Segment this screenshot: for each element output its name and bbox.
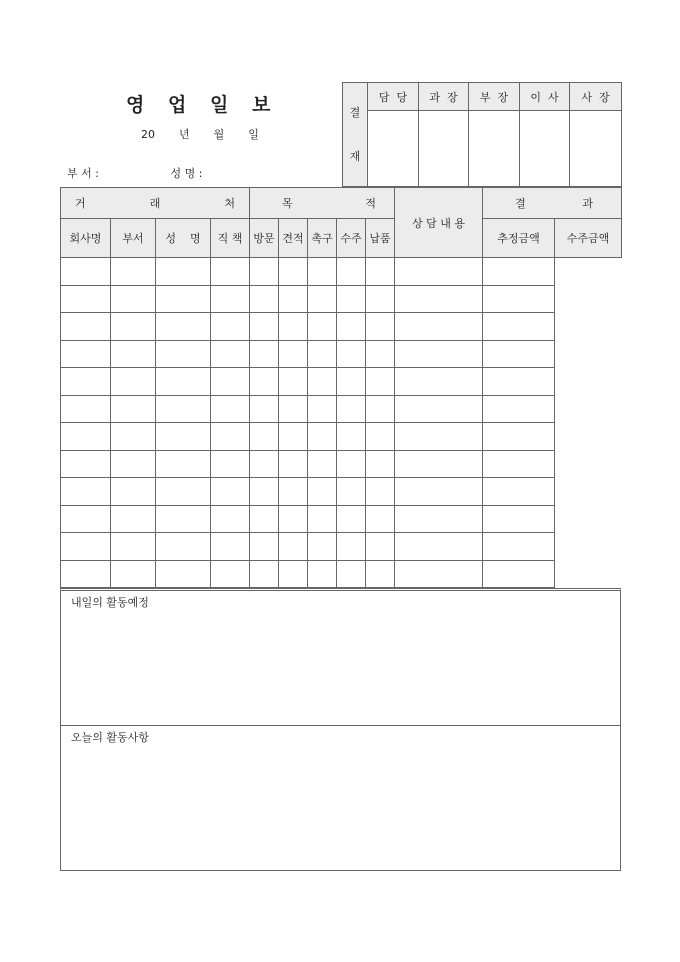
table-cell[interactable] [111, 478, 156, 506]
title-char: 일 [210, 94, 229, 116]
table-cell[interactable] [111, 533, 156, 561]
table-cell[interactable] [156, 505, 211, 533]
approval-sign-cell[interactable] [419, 111, 469, 187]
year-label: 년 [179, 128, 190, 141]
table-cell[interactable] [61, 560, 111, 588]
purpose-char: 적 [365, 197, 377, 210]
table-cell[interactable] [483, 368, 555, 396]
table-cell[interactable] [483, 258, 555, 286]
table-cell[interactable] [61, 313, 111, 341]
month-label: 월 [213, 128, 225, 141]
table-cell[interactable] [279, 258, 308, 286]
table-cell[interactable] [279, 423, 308, 451]
col-est-amount: 추정금액 [483, 219, 555, 258]
col-company: 회사명 [61, 219, 111, 258]
table-cell[interactable] [308, 285, 337, 313]
table-cell[interactable] [61, 533, 111, 561]
table-cell[interactable] [61, 340, 111, 368]
partner-char: 처 [224, 197, 236, 210]
col-name: 성 명 [156, 219, 211, 258]
table-cell[interactable] [366, 313, 395, 341]
partner-char: 래 [149, 197, 161, 210]
approval-sign-cell[interactable] [520, 111, 570, 187]
table-cell[interactable] [483, 395, 555, 423]
table-cell[interactable] [61, 450, 111, 478]
table-cell[interactable] [211, 450, 250, 478]
table-cell[interactable] [279, 560, 308, 588]
table-cell[interactable] [308, 313, 337, 341]
approval-header-manager: 담 당 [368, 83, 419, 111]
table-cell[interactable] [211, 560, 250, 588]
purpose-group-header [250, 188, 395, 219]
table-cell[interactable] [156, 313, 211, 341]
table-cell[interactable] [211, 395, 250, 423]
table-cell[interactable] [395, 478, 483, 506]
table-cell[interactable] [366, 505, 395, 533]
table-cell[interactable] [366, 285, 395, 313]
table-cell[interactable] [366, 450, 395, 478]
table-cell[interactable] [156, 368, 211, 396]
table-cell[interactable] [337, 423, 366, 451]
table-cell[interactable] [250, 423, 279, 451]
result-group-header [483, 188, 622, 219]
page-title [126, 90, 294, 117]
table-cell[interactable] [366, 560, 395, 588]
table-cell[interactable] [337, 560, 366, 588]
table-cell[interactable] [366, 340, 395, 368]
table-row [61, 450, 622, 478]
today-activity-box[interactable] [60, 725, 621, 871]
approval-header-section-chief: 과 장 [419, 83, 469, 111]
table-cell[interactable] [250, 450, 279, 478]
col-urge: 촉구 [308, 219, 337, 258]
table-cell[interactable] [308, 368, 337, 396]
table-cell[interactable] [308, 505, 337, 533]
title-char: 업 [168, 94, 187, 116]
table-row [61, 368, 622, 396]
approval-sign-cell[interactable] [368, 111, 419, 187]
table-cell[interactable] [156, 340, 211, 368]
table-cell[interactable] [250, 285, 279, 313]
table-cell[interactable] [483, 340, 555, 368]
table-cell[interactable] [111, 395, 156, 423]
table-cell[interactable] [250, 368, 279, 396]
table-cell[interactable] [395, 313, 483, 341]
table-cell[interactable] [279, 395, 308, 423]
table-cell[interactable] [250, 560, 279, 588]
table-row [61, 423, 622, 451]
approval-header-president: 사 장 [570, 83, 622, 111]
title-char: 영 [126, 94, 145, 116]
consult-content-header: 상 담 내 용 [395, 188, 483, 258]
table-cell[interactable] [211, 505, 250, 533]
approval-sign-cell[interactable] [570, 111, 622, 187]
table-cell[interactable] [395, 395, 483, 423]
table-cell[interactable] [279, 533, 308, 561]
tomorrow-plan-box[interactable] [60, 588, 621, 726]
table-row [61, 313, 622, 341]
table-cell[interactable] [156, 533, 211, 561]
table-row [61, 285, 622, 313]
table-cell[interactable] [250, 313, 279, 341]
table-cell[interactable] [395, 533, 483, 561]
table-cell[interactable] [366, 258, 395, 286]
table-cell[interactable] [483, 423, 555, 451]
table-cell[interactable] [308, 560, 337, 588]
table-cell[interactable] [395, 285, 483, 313]
table-cell[interactable] [61, 478, 111, 506]
table-cell[interactable] [337, 505, 366, 533]
table-cell[interactable] [279, 505, 308, 533]
table-cell[interactable] [279, 478, 308, 506]
table-cell[interactable] [483, 478, 555, 506]
col-visit: 방문 [250, 219, 279, 258]
col-order: 수주 [337, 219, 366, 258]
table-cell[interactable] [211, 313, 250, 341]
table-cell[interactable] [111, 313, 156, 341]
table-cell[interactable] [211, 423, 250, 451]
table-cell[interactable] [111, 258, 156, 286]
table-row [61, 258, 622, 286]
table-cell[interactable] [308, 340, 337, 368]
table-cell[interactable] [156, 423, 211, 451]
table-cell[interactable] [61, 368, 111, 396]
table-cell[interactable] [395, 450, 483, 478]
approval-side-label [343, 83, 368, 187]
table-cell[interactable] [111, 450, 156, 478]
table-cell[interactable] [111, 285, 156, 313]
table-cell[interactable] [250, 478, 279, 506]
table-row [61, 478, 622, 506]
table-cell[interactable] [366, 395, 395, 423]
col-position: 직 책 [211, 219, 250, 258]
approval-label-bottom: 재 [349, 149, 361, 163]
table-row [61, 340, 622, 368]
dept-label: 부 서 : [67, 167, 99, 180]
table-cell[interactable] [61, 395, 111, 423]
table-cell[interactable] [483, 560, 555, 588]
col-dept: 부서 [111, 219, 156, 258]
result-char: 과 [582, 197, 594, 210]
table-cell[interactable] [250, 505, 279, 533]
table-cell[interactable] [483, 533, 555, 561]
table-cell[interactable] [395, 505, 483, 533]
col-delivery: 납품 [366, 219, 395, 258]
table-cell[interactable] [156, 258, 211, 286]
table-cell[interactable] [337, 285, 366, 313]
table-cell[interactable] [308, 395, 337, 423]
partner-char: 거 [75, 197, 86, 210]
approval-sign-cell[interactable] [469, 111, 520, 187]
table-cell[interactable] [111, 423, 156, 451]
table-cell[interactable] [156, 450, 211, 478]
table-cell[interactable] [111, 368, 156, 396]
table-row [61, 533, 622, 561]
table-cell[interactable] [211, 368, 250, 396]
dept-name-line [67, 165, 202, 181]
table-cell[interactable] [337, 533, 366, 561]
partner-group-header [61, 188, 250, 219]
table-cell[interactable] [395, 560, 483, 588]
table-cell[interactable] [308, 258, 337, 286]
table-cell[interactable] [279, 340, 308, 368]
table-cell[interactable] [111, 560, 156, 588]
table-cell[interactable] [366, 533, 395, 561]
purpose-char: 목 [282, 197, 293, 210]
table-cell[interactable] [308, 533, 337, 561]
table-cell[interactable] [279, 285, 308, 313]
table-cell[interactable] [211, 340, 250, 368]
table-cell[interactable] [111, 340, 156, 368]
year-prefix: 20 [141, 128, 155, 141]
table-row [61, 505, 622, 533]
table-cell[interactable] [61, 258, 111, 286]
table-cell[interactable] [483, 285, 555, 313]
table-cell[interactable] [308, 423, 337, 451]
table-cell[interactable] [211, 533, 250, 561]
table-cell[interactable] [279, 368, 308, 396]
col-order-amount: 수주금액 [555, 219, 622, 258]
table-cell[interactable] [156, 285, 211, 313]
name-label: 성 명 : [170, 167, 203, 180]
tomorrow-plan-label: 내일의 활동예정 [71, 596, 149, 609]
approval-header-director: 이 사 [520, 83, 570, 111]
table-cell[interactable] [156, 478, 211, 506]
table-cell[interactable] [337, 450, 366, 478]
table-cell[interactable] [337, 258, 366, 286]
title-char: 보 [252, 94, 271, 116]
table-cell[interactable] [156, 560, 211, 588]
approval-table [342, 82, 622, 187]
approval-header-dept-head: 부 장 [469, 83, 520, 111]
table-cell[interactable] [483, 505, 555, 533]
table-cell[interactable] [483, 313, 555, 341]
table-cell[interactable] [337, 368, 366, 396]
table-cell[interactable] [366, 368, 395, 396]
date-line [141, 126, 283, 142]
table-cell[interactable] [211, 258, 250, 286]
table-cell[interactable] [111, 505, 156, 533]
table-cell[interactable] [61, 285, 111, 313]
table-cell[interactable] [395, 340, 483, 368]
day-label: 일 [248, 128, 259, 141]
table-cell[interactable] [366, 423, 395, 451]
table-cell[interactable] [250, 340, 279, 368]
table-cell[interactable] [250, 395, 279, 423]
table-cell[interactable] [483, 450, 555, 478]
table-cell[interactable] [61, 423, 111, 451]
table-cell[interactable] [337, 340, 366, 368]
table-cell[interactable] [337, 313, 366, 341]
table-row [61, 395, 622, 423]
table-cell[interactable] [211, 285, 250, 313]
table-cell[interactable] [337, 478, 366, 506]
table-cell[interactable] [250, 258, 279, 286]
table-cell[interactable] [395, 368, 483, 396]
table-cell[interactable] [395, 258, 483, 286]
table-cell[interactable] [308, 478, 337, 506]
approval-label-top: 결 [349, 105, 361, 119]
table-cell[interactable] [61, 505, 111, 533]
table-cell[interactable] [337, 395, 366, 423]
today-activity-label: 오늘의 활동사항 [71, 731, 149, 744]
table-cell[interactable] [279, 450, 308, 478]
result-char: 결 [515, 197, 526, 210]
table-cell[interactable] [250, 533, 279, 561]
sales-log-table [60, 187, 622, 588]
table-cell[interactable] [366, 478, 395, 506]
col-estimate: 견적 [279, 219, 308, 258]
table-cell[interactable] [211, 478, 250, 506]
table-row [61, 560, 622, 588]
table-cell[interactable] [279, 313, 308, 341]
table-cell[interactable] [395, 423, 483, 451]
table-cell[interactable] [156, 395, 211, 423]
table-cell[interactable] [308, 450, 337, 478]
